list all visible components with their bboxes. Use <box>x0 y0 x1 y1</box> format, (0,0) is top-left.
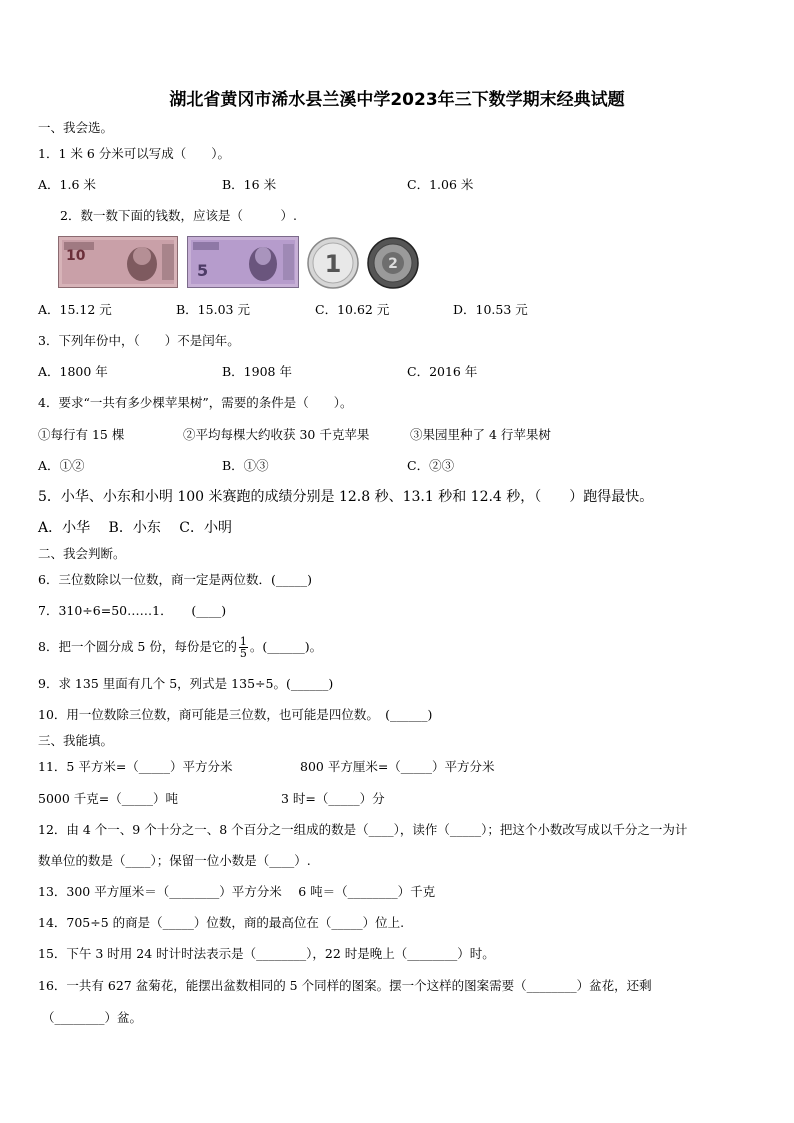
question-9: 9．求 135 里面有几个 5，列式是 135÷5。(______) <box>38 676 334 691</box>
question-3-option-b: B．1908 年 <box>222 364 292 379</box>
question-4-condition-3: ③果园里种了 4 行苹果树 <box>410 427 551 442</box>
question-1-stem: 1．1 米 6 分米可以写成（ ）。 <box>38 146 231 161</box>
question-2-stem: 2．数一数下面的钱数，应该是（ ）. <box>60 208 297 223</box>
fraction-numerator: 1 <box>239 635 247 648</box>
question-6: 6．三位数除以一位数，商一定是两位数．(_____) <box>38 572 312 587</box>
question-3-stem: 3．下列年份中，（ ）不是闰年。 <box>38 333 240 348</box>
coin-value-2: 2 <box>388 256 398 272</box>
question-1-option-c: C．1.06 米 <box>407 177 474 192</box>
question-12-line-1: 12．由 4 个一、9 个十分之一、8 个百分之一组成的数是（____），读作（_____）；把这个小数改写成以千分之一为计 <box>38 822 688 837</box>
question-3-option-c: C．2016 年 <box>407 364 478 379</box>
question-11-part-d: 3 时=（_____）分 <box>281 791 385 806</box>
fraction-denominator: 5 <box>239 647 247 660</box>
one-jiao-coin <box>306 236 360 290</box>
question-8-text: 8．把一个圆分成 5 份，每份是它的 <box>38 639 237 654</box>
page-title: 湖北省黄冈市浠水县兰溪中学2023年三下数学期末经典试题 <box>169 90 625 110</box>
question-3-option-a: A．1800 年 <box>38 364 108 379</box>
question-4-option-b: B．①③ <box>222 458 269 473</box>
question-11-part-b: 800 平方厘米=（_____）平方分米 <box>300 759 495 774</box>
question-8-blank: 。(______)。 <box>249 639 323 654</box>
question-7: 7．310÷6=50……1． (____) <box>38 603 227 618</box>
question-16-line-1: 16．一共有 627 盆菊花，能摆出盆数相同的 5 个同样的图案。摆一个这样的图案需要（________）盆花，还剩 <box>38 978 652 993</box>
section-heading-3: 三、我能填。 <box>38 733 114 748</box>
question-5-options: A．小华 B．小东 C．小明 <box>38 520 233 536</box>
question-13: 13．300 平方厘米＝（________）平方分米 6 吨＝（________）千克 <box>38 884 436 899</box>
question-2-option-b: B．15.03 元 <box>176 302 250 317</box>
question-5-stem: 5．小华、小东和小明 100 米赛跑的成绩分别是 12.8 秒、13.1 秒和 12.4 秒，（ ）跑得最快。 <box>38 489 654 505</box>
question-16-line-2: （________）盆。 <box>42 1010 143 1025</box>
question-15: 15．下午 3 时用 24 时计时法表示是（________），22 时是晚上（________）时。 <box>38 946 495 961</box>
question-4-option-a: A．①② <box>38 458 85 473</box>
two-fen-coin <box>366 236 420 290</box>
ten-yuan-banknote <box>58 236 178 288</box>
question-11-part-c: 5000 千克=（_____）吨 <box>38 791 179 806</box>
section-heading-1: 一、我会选。 <box>38 120 114 135</box>
question-12-line-2: 数单位的数是（____）；保留一位小数是（____）. <box>38 853 311 868</box>
note-value-5: 5 <box>197 261 209 280</box>
question-1-option-a: A．1.6 米 <box>38 177 96 192</box>
question-11-part-a: 11．5 平方米=（_____）平方分米 <box>38 759 233 774</box>
question-2-option-d: D．10.53 元 <box>453 302 528 317</box>
section-heading-2: 二、我会判断。 <box>38 546 126 561</box>
question-10: 10．用一位数除三位数，商可能是三位数，也可能是四位数。 (______) <box>38 707 433 722</box>
five-yuan-banknote <box>187 236 299 288</box>
question-4-condition-2: ②平均每棵大约收获 30 千克苹果 <box>183 427 370 442</box>
question-4-stem: 4．要求“一共有多少棵苹果树”，需要的条件是（ ）。 <box>38 395 353 410</box>
question-2-option-c: C．10.62 元 <box>315 302 390 317</box>
question-2-option-a: A．15.12 元 <box>38 302 112 317</box>
fraction-one-fifth <box>239 636 248 659</box>
question-14: 14．705÷5 的商是（_____）位数，商的最高位在（_____）位上. <box>38 915 405 930</box>
coin-value-1: 1 <box>324 250 342 278</box>
question-1-option-b: B．16 米 <box>222 177 277 192</box>
note-value-10: 10 <box>66 248 86 264</box>
question-4-condition-1: ①每行有 15 棵 <box>38 427 125 442</box>
question-4-option-c: C．②③ <box>407 458 455 473</box>
question-8 <box>38 634 322 660</box>
